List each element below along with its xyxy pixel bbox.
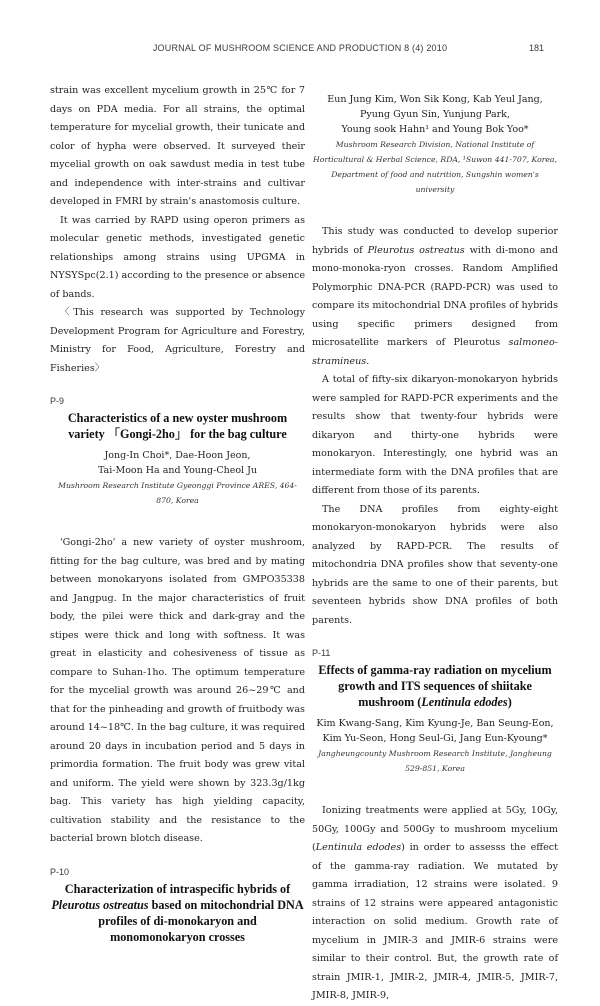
title-text: Effects of gamma-ray radiation on mycelium growth and ITS sequences of shiitake mushroom (: [318, 663, 552, 709]
paragraph: [312, 223, 558, 371]
authors: Kim Kwang-Sang, Kim Kyung-Je, Ban Seung-Eon,: [316, 718, 554, 729]
affiliation: Mushroom Research Division, National Institute of Horticultural & Herbal Science, RDA, ¹Suwon 441-707, Korea, Department of food and nutrition, Sungshin women's university: [313, 140, 557, 194]
text-run: This study was conducted to develop superior hybrids of: [312, 226, 558, 256]
abstract-code: P-10: [50, 866, 70, 877]
page-number: 181: [528, 43, 544, 53]
paragraph: The DNA profiles from eighty-eight monokaryon-monokaryon hybrids were also analyzed by RAPD-PCR. The results of mitochondria DNA profiles show that seventy-one hybrids are the same to one of their parents, but seventeen hybrids show DNA profiles of both parents.: [312, 503, 558, 626]
abstract-title: Characteristics of a new oyster mushroom variety 「Gongi-2ho」 for the bag culture: [67, 411, 288, 441]
authors: Jong-In Choi*, Dae-Hoon Jeon,: [104, 450, 251, 461]
text-run: Ionizing treatments were applied at 5Gy, 10Gy, 50Gy, 100Gy and 500Gy to mushroom mycelium (: [312, 805, 558, 853]
paragraph: A total of fifty-six dikaryon-monokaryon hybrids were sampled for RAPD-PCR experiments and the results show that twenty-four hybrids were dikaryon and thirty-one hybrids were monokaryon. Interestingly, one hybrid was an intermediate form with the DNA profiles that are different from those of its parents.: [312, 374, 558, 496]
abstract-body: 'Gongi-2ho' a new variety of oyster mushroom, fitting for the bag culture, was bred and by mating between monokaryons isolated from GMPO35338 and Jangpug. In the major characteristics of fruit body, the pilei were thick and dark-gray and the stipes were thick and long with softness. It was great in elasticity and cohesiveness of tissue as compare to Suhan-1ho. The optimum temperature for the mycelial growth was around 26~29℃ and that for the pinheading and growth of fruitbody was around 14~18℃. In the bag culture, it was required around 20 days in incubation period and 5 days in primordia formation. The fruit body was grew vital and uniform. The yield were shown by 323.3g/1kg bag. This variety has high yielding capacity, cultivation stability and the resistance to the bacterial brown blotch disease.: [50, 537, 305, 844]
title-text: Characterization of intraspecific hybrids of: [64, 881, 291, 896]
paragraph: 〈This research was supported by Technology Development Program for Agriculture and Forestry, Ministry for Food, Agriculture, Forestry and Fisheries〉: [50, 307, 305, 374]
text-run: .: [366, 355, 370, 367]
running-header: [0, 43, 600, 55]
right-column: [312, 92, 558, 1006]
species-name: salmoneo-stramineus: [312, 337, 558, 367]
authors: Tai-Moon Ha and Young-Cheol Ju: [97, 465, 258, 476]
authors: Kim Yu-Seon, Hong Seul-Gi, Jang Eun-Kyoung*: [322, 733, 548, 744]
text-run: with di-mono and mono-monoka-ryon crosses. Random Amplified Polymorphic DNA-PCR (RAPD-PCR) was used to compare its mitochondrial DNA profiles of hybrids using specific primers designed from microsatellite markers of Pleurotus: [312, 244, 558, 348]
authors: Pyung Gyun Sin, Yunjung Park,: [360, 109, 510, 120]
authors: Young sook Hahn¹ and Young Bok Yoo*: [341, 124, 529, 135]
affiliation: Jangheungcounty Mushroom Research Institute, Jangheung 529-851, Korea: [318, 749, 552, 773]
title-species: Lentinula edodes: [421, 695, 508, 709]
abstract-body: [312, 802, 558, 1006]
species-name: Lentinula edodes: [315, 842, 402, 853]
text-run: ) in order to assesss the effect of the gamma-ray radiation. We mutated by gamma irradiation, 12 strains were isolated. 9 strains of 12 strains were appeared antagonistic interaction on solid medium. Growth rate of mycelium in JMIR-3 and JMIR-6 strains were similar to their control. But, the growth rate of strain JMIR-1, JMIR-2, JMIR-4, JMIR-5, JMIR-7, JMIR-8, JMIR-9,: [312, 842, 559, 1001]
abstract-code: P-9: [50, 396, 65, 406]
title-species: Pleurotus ostreatus: [51, 897, 149, 912]
species-name: Pleurotus ostreatus: [367, 244, 465, 256]
journal-title: JOURNAL OF MUSHROOM SCIENCE AND PRODUCTION 8 (4) 2010: [152, 43, 448, 53]
authors: Eun Jung Kim, Won Sik Kong, Kab Yeul Jang,: [327, 94, 543, 105]
left-column: [50, 82, 305, 951]
affiliation: Mushroom Research Institute Gyeonggi Province ARES, 464-870, Korea: [58, 481, 297, 505]
abstract-code: P-11: [312, 648, 331, 658]
title-text: based on mitochondrial DNA profiles of di-monokaryon and monomonokaryon crosses: [98, 897, 304, 944]
abstract-title: [50, 881, 305, 945]
abstract-title: [312, 662, 558, 710]
title-text: ): [507, 695, 512, 709]
paragraph: strain was excellent mycelium growth in 25℃ for 7 days on PDA media. For all strains, the optimal temperature for mycelial growth, their tunicate and color of hypha were observed. It surveyed their mycelial growth on oak sawdust media in test tube and independence with inter-strains and cultivar developed in FMRI by strain's anastomosis culture.: [50, 85, 305, 207]
paragraph: It was carried by RAPD using operon primers as molecular genetic methods, investigated genetic relationships among strains using UPGMA in NYSYSpc(2.1) according to the presence or absence of bands.: [50, 214, 305, 300]
